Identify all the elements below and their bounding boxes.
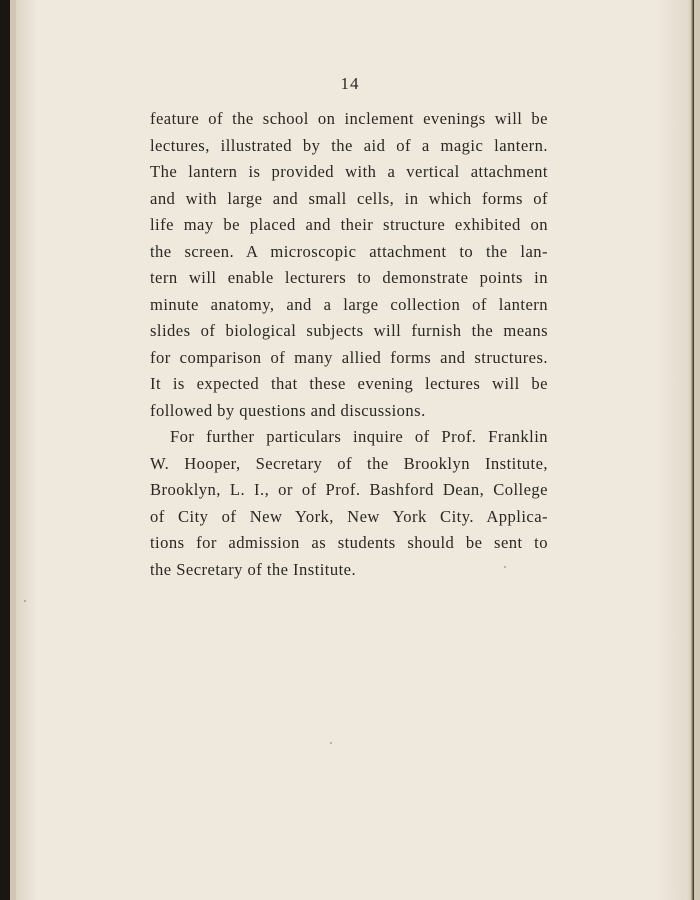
text-line: Brooklyn, L. I., or of Prof. Bashford Dean, College: [150, 480, 548, 499]
page-edge: [686, 0, 694, 900]
text-line: the Secretary of the Institute.: [150, 559, 357, 579]
page-number: 14: [340, 74, 360, 93]
text-line: For further particulars inquire of Prof. Franklin: [170, 427, 548, 446]
text-line: slides of biological subjects will furnish the means: [150, 321, 548, 340]
text-line: lectures, illustrated by the aid of a magic lantern.: [150, 135, 548, 155]
text-line: tern will enable lecturers to demonstrate points in: [150, 268, 548, 287]
text-line: It is expected that these evening lectures will be: [150, 374, 548, 393]
text-line: life may be placed and their structure exhibited on: [150, 215, 548, 234]
text-line: The lantern is provided with a vertical attachment: [150, 162, 548, 181]
text-line: feature of the school on inclement evenings will be: [150, 109, 548, 128]
text-line: the screen. A microscopic attachment to the lan-: [150, 241, 548, 261]
text-line: tions for admission as students should be sent to: [150, 533, 548, 552]
text-line: of City of New York, New York City. Applica-: [150, 506, 548, 526]
body-text: [150, 106, 548, 583]
text-line: for comparison of many allied forms and structures.: [150, 347, 548, 367]
text-line: minute anatomy, and a large collection of lantern: [150, 294, 548, 314]
text-line: W. Hooper, Secretary of the Brooklyn Institute,: [150, 453, 548, 473]
text-line: and with large and small cells, in which forms of: [150, 188, 548, 208]
paragraph-2: [150, 424, 548, 583]
paper-speck: [330, 742, 332, 744]
paper-speck: [504, 566, 506, 568]
text-line: followed by questions and discussions.: [150, 400, 426, 420]
paper-speck: [24, 600, 26, 602]
paragraph-1: [150, 106, 548, 424]
